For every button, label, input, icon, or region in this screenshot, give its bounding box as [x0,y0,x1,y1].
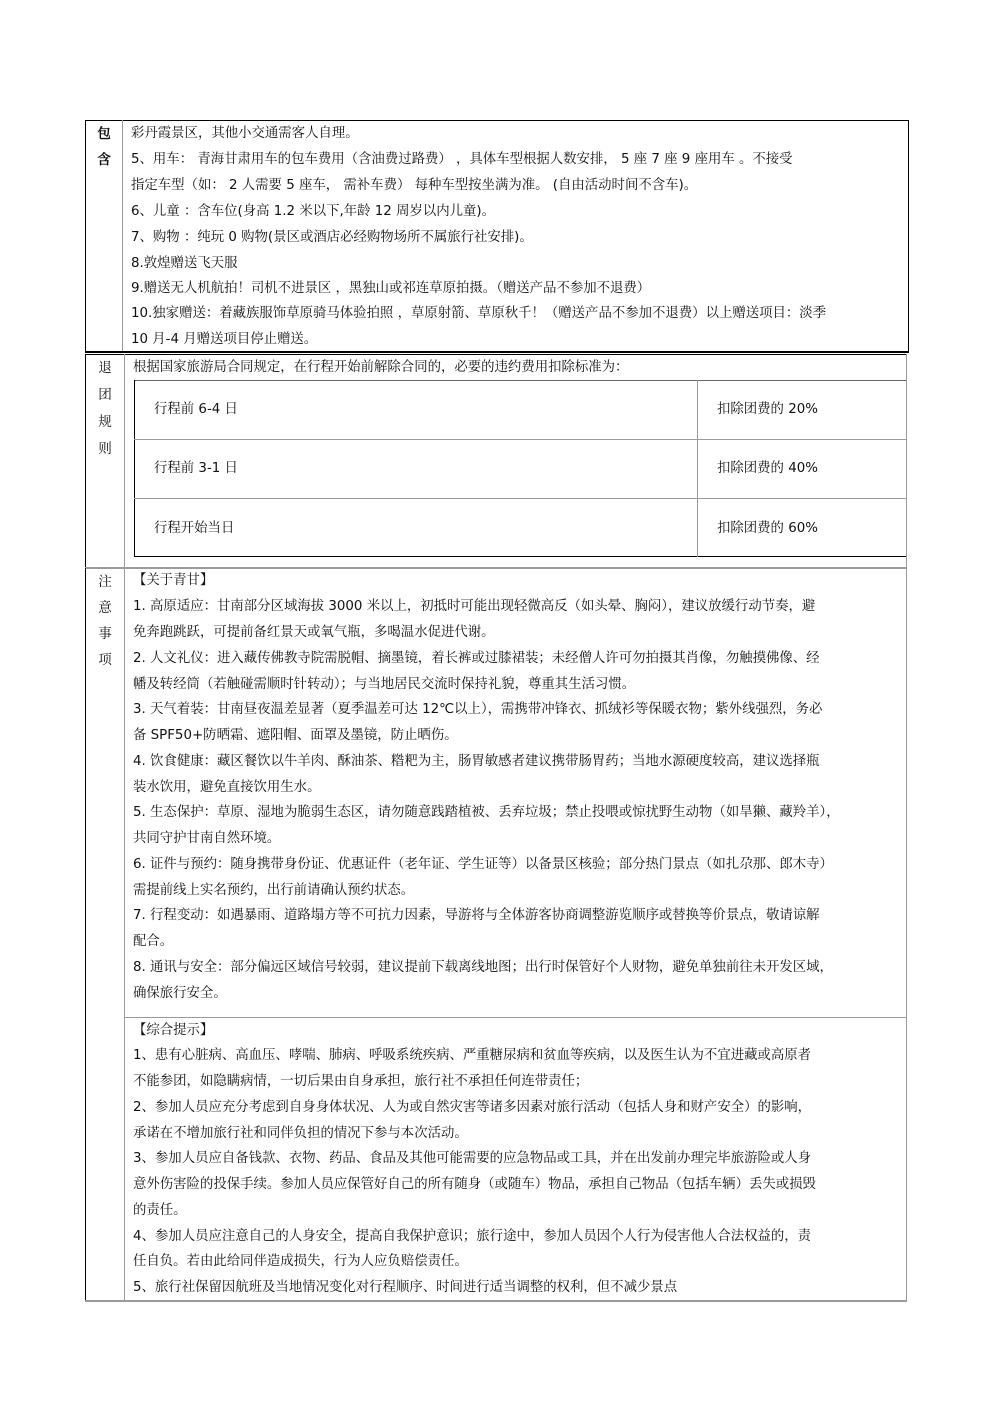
included-line: 6、儿童 ：含车位(身高 1.2 米以下,年龄 12 周岁以内儿童)。 [131,204,496,219]
label-divider [124,568,125,1302]
general-line: 不能参团，如隐瞒病情，一切后果由自身承担，旅行社不承担任何连带责任； [133,1074,589,1089]
included-line: 10 月-4 月赠送项目停止赠送。 [131,332,318,347]
refund-deduction: 扣除团费的 20% [717,402,818,417]
refund-period: 行程开始当日 [154,521,235,536]
refund-deduction: 扣除团费的 60% [717,521,818,536]
about-line: 1. 高原适应：甘南部分区域海拔 3000 米以上，初抵时可能出现轻微高反（如头晕、胸闷），建议放缓行动节奏，避 [133,599,816,614]
about-line: 8. 通讯与安全：部分偏远区域信号较弱，建议提前下载离线地图；出行时保管好个人财物，避免单独前往未开发区域， [133,960,833,975]
about-line: 需提前线上实名预约，出行前请确认预约状态。 [133,883,415,898]
about-line: 共同守护甘南自然环境。 [133,831,281,846]
general-line: 承诺在不增加旅行社和同伴负担的情况下参与本次活动。 [133,1126,468,1141]
general-line: 3、参加人员应自备钱款、衣物、药品、食品及其他可能需要的应急物品或工具，并在出发前办理完毕旅游险或人身 [133,1151,812,1166]
label-char: 规 [98,414,112,430]
general-line: 2、参加人员应充分考虑到自身身体状况、人为或自然灾害等诸多因素对旅行活动（包括人身和财产安全）的影响， [133,1100,812,1115]
about-heading: 【关于青甘】 [133,573,214,588]
about-line: 幡及转经筒（若触碰需顺时针转动）；与当地居民交流时保持礼貌，尊重其生活习惯。 [133,677,636,692]
about-line: 5. 生态保护：草原、湿地为脆弱生态区，请勿随意践踏植被、丢弃垃圾；禁止投喂或惊扰野生动物（如旱獭、藏羚羊）， [133,805,840,820]
included-line: 7、购物 ：纯玩 0 购物(景区或酒店必经购物场所不属旅行社安排)。 [131,230,533,245]
label-char: 项 [98,652,112,668]
general-line: 4、参加人员应注意自己的人身安全，提高自我保护意识；旅行途中，参加人员因个人行为侵害他人合法权益的，责 [133,1229,812,1244]
label-char: 意 [98,600,112,616]
general-line: 5、旅行社保留因航班及当地情况变化对行程顺序、时间进行适当调整的权利，但不减少景点 [133,1280,678,1295]
label-char: 则 [98,441,112,457]
border-right [906,568,907,1302]
general-line: 任自负。若由此给同伴造成损失，行为人应负赔偿责任。 [133,1254,468,1269]
included-line: 9.赠送无人机航拍！司机不进景区 ，黑独山或祁连草原拍摄。（赠送产品不参加不退费） [131,281,651,296]
refund-deduction: 扣除团费的 40% [717,461,818,476]
included-line: 指定车型（如： 2 人需要 5 座车， 需补车费） 每种车型按坐满为准。 (自由活动时间不含车)。 [131,178,698,193]
included-line: 10.独家赠送：着藏族服饰草原骑马体验拍照 ，草原射箭、草原秋千！（赠送产品不参加不退费）以上赠送项目：淡季 [131,306,827,321]
general-line: 意外伤害险的投保手续。参加人员应保管好自己的所有随身（或随车）物品，承担自己物品（包括车辆）丢失或损毁 [133,1177,816,1192]
about-line: 6. 证件与预约：随身携带身份证、优惠证件（老年证、学生证等）以备景区核验；部分热门景点（如扎尕那、郎木寺） [133,857,833,872]
refund-period: 行程前 6-4 日 [154,402,238,417]
about-line: 2. 人文礼仪：进入藏传佛教寺院需脱帽、摘墨镜，着长裤或过膝裙装；未经僧人许可勿拍摄其肖像，勿触摸佛像、经 [133,651,820,666]
label-char: 事 [98,626,112,642]
refund-period: 行程前 3-1 日 [154,461,238,476]
included-line: 彩丹霞景区，其他小交通需客人自理。 [131,126,359,141]
about-line: 4. 饮食健康：藏区餐饮以牛羊肉、酥油茶、糌粑为主，肠胃敏感者建议携带肠胃药；当地水源硬度较高，建议选择瓶 [133,754,820,769]
general-line: 的责任。 [133,1203,187,1218]
about-line: 免奔跑跳跃，可提前备红景天或氧气瓶，多喝温水促进代谢。 [133,625,495,640]
refund-intro: 根据国家旅游局合同规定，在行程开始前解除合同的，必要的违约费用扣除标准为： [133,360,629,375]
notes-label [86,569,124,673]
about-line: 配合。 [133,934,174,949]
included-line: 8.敦煌赠送飞天服 [131,256,238,271]
general-line: 1、患有心脏病、高血压、哮喘、肺病、呼吸系统疾病、严重糖尿病和贫血等疾病，以及医生认为不宜进藏或高原者 [133,1048,812,1063]
about-line: 3. 天气着装：甘南昼夜温差显著（夏季温差可达 12℃以上），需携带冲锋衣、抓绒衫等保暖衣物；紫外线强烈，务必 [133,702,823,717]
about-line: 备 SPF50+防晒霜、遮阳帽、面罩及墨镜，防止晒伤。 [133,728,458,743]
about-line: 7. 行程变动：如遇暴雨、道路塌方等不可抗力因素，导游将与全体游客协商调整游览顺序或替换等价景点，敬请谅解 [133,908,820,923]
label-char: 团 [98,387,112,403]
label-char: 注 [98,574,112,590]
subsection-divider [124,1017,907,1018]
included-line: 5、用车： 青海甘肃用车的包车费用（含油费过路费） ，具体车型根据人数安排， 5 座 7 座 9 座用车 。不接受 [131,152,793,167]
border-left [85,568,86,1302]
about-line: 装水饮用，避免直接饮用生水。 [133,780,321,795]
label-char: 包 [97,126,111,142]
general-heading: 【综合提示】 [133,1023,214,1038]
label-char: 含 [97,152,111,168]
about-line: 确保旅行安全。 [133,986,227,1001]
label-char: 退 [98,360,112,376]
